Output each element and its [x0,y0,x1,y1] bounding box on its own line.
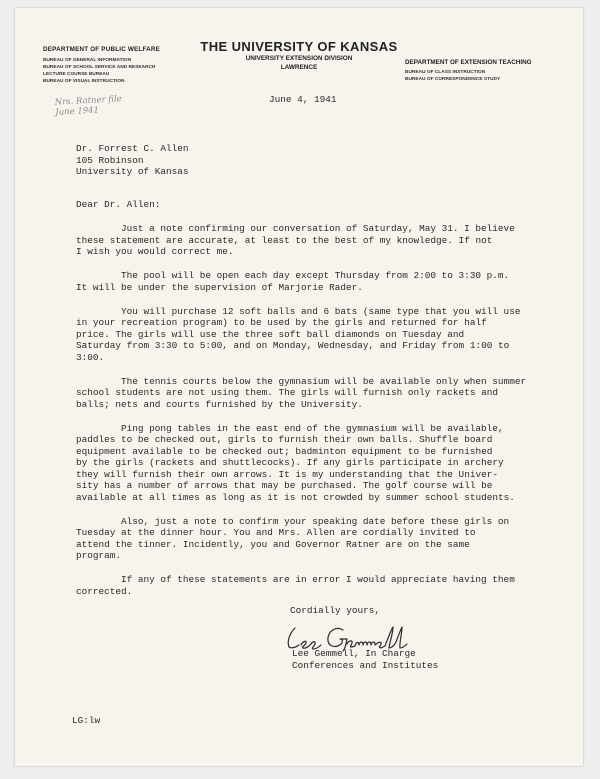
closing: Cordially yours, [290,605,381,616]
right-bureau: BUREAU OF CLASS INSTRUCTION [405,70,486,75]
body-paragraph: If any of these statements are in error I would appreciate having them corrected. [76,574,515,597]
letter-page [15,8,583,766]
body-paragraph: Just a note confirming our conversation of Saturday, May 31. I believe these statement are accurate, at least to the best of my knowledge. If not I wish you would correct me. [76,223,515,257]
address-line: 105 Robinson [76,154,144,166]
letterhead-center [165,39,433,72]
recipient-address [76,143,189,178]
left-bureau: BUREAU OF GENERAL INFORMATION [43,58,132,63]
letter-body [76,223,581,610]
letter-date: June 4, 1941 [269,94,337,105]
body-paragraph: You will purchase 12 soft balls and 6 bats (same type that you will use in your recreation program) to be used by the girls and returned for half price. The girls will use the three soft ball diamonds on Tuesday and Saturday from 3:30 to 5:00, and on Monday, Wednesday, and Friday from 1:00 to 3:00. [76,305,521,363]
body-paragraph: The tennis courts below the gymnasium will be available only when summer school students are not using them. The girls will furnish only rackets and balls; nets and courts furnished by the University. [76,375,527,410]
right-department: DEPARTMENT OF EXTENSION TEACHING [405,59,532,66]
right-bureau: BUREAU OF CORRESPONDENCE STUDY [405,77,501,83]
city-name: LAWRENCE [280,64,318,71]
letterhead-right [405,59,575,83]
pencil-note [55,94,123,117]
body-paragraph: Also, just a note to confirm your speaking date before these girls on Tuesday at the dinner hour. You and Mrs. Allen are cordially invited to attend the tinner. Incidently, you and Governor Ratner are on the same program. [76,515,510,561]
division-name: UNIVERSITY EXTENSION DIVISION [245,55,353,62]
typist-initials: LG:lw [72,715,101,726]
signer-line: Conferences and Institutes [292,659,439,671]
signer-block [292,648,438,671]
left-department: DEPARTMENT OF PUBLIC WELFARE [43,46,161,53]
left-bureau: BUREAU OF SCHOOL SERVICE AND RESEARCH [43,65,156,71]
body-paragraph: The pool will be open each day except Thursday from 2:00 to 3:30 p.m. It will be under the supervision of Marjorie Rader. [76,270,510,293]
left-bureau: LECTURE COURSE BUREAU [43,72,110,78]
body-paragraph: Ping pong tables in the east end of the gymnasium will be available, paddles to be checked out, girls to furnish their own balls. Shuffle board equipment available to be checked out; badminton equipment to be furnished by the girls (rackets and shuttlecocks). If any girls participate in archery they will furnish their own arrows. It is my understanding that the Univer- sity has a number of arrows that may be purchased. The golf course will be available at all times as long as it is not crowded by summer school students. [76,422,515,503]
left-bureau: BUREAU OF VISUAL INSTRUCTION [43,79,125,85]
pencil-note-line: Nrs. Ratner file [54,94,123,108]
pencil-note-line: June 1941 [55,105,100,118]
signer-line: Lee Gemmell, In Charge [292,648,416,659]
address-line: Dr. Forrest C. Allen [76,143,189,154]
university-name: THE UNIVERSITY OF KANSAS [200,39,398,54]
address-line: University of Kansas [76,166,189,177]
salutation: Dear Dr. Allen: [76,199,161,210]
